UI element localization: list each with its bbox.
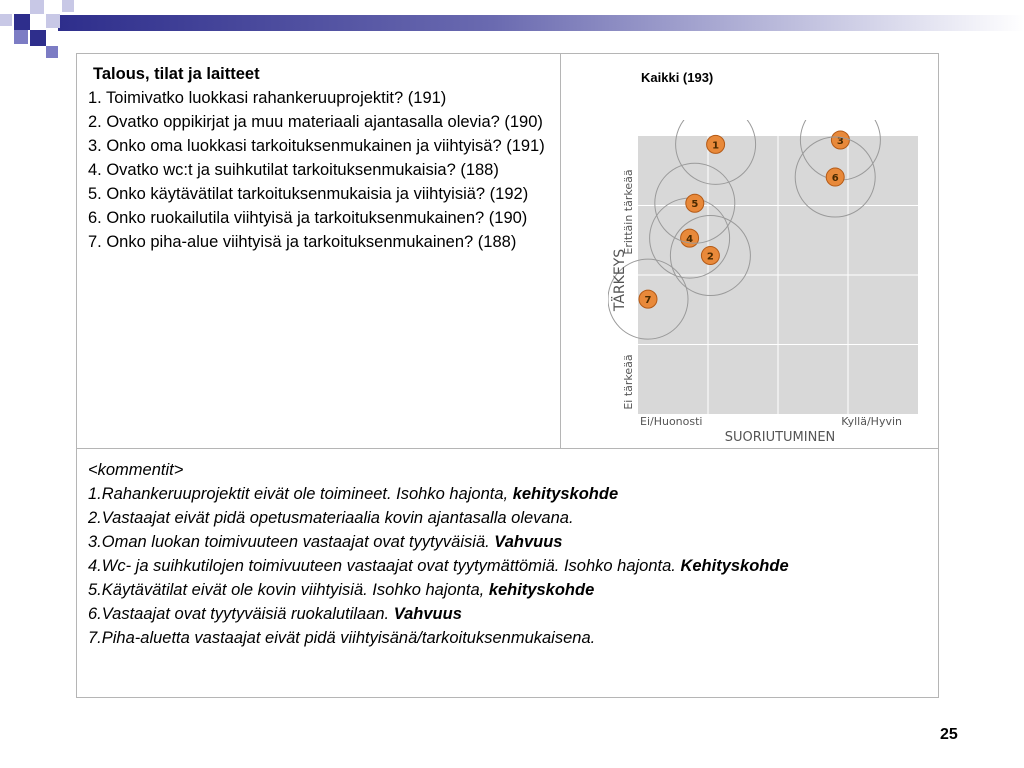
y-tick-label-high: Erittäin tärkeää — [622, 169, 635, 255]
question-item: 1. Toimivatko luokkasi rahankeruuprojektit? (191) — [88, 89, 447, 107]
header-banner — [58, 15, 1024, 31]
data-point-label: 5 — [691, 199, 699, 211]
comment-text: 6.Vastaajat ovat tyytyväisiä ruokalutilaan. — [88, 605, 394, 623]
comments-header: <kommentit> — [88, 461, 184, 479]
chart-title: Kaikki (193) — [641, 70, 714, 85]
comment-line — [88, 602, 928, 626]
y-axis-label: TÄRKEYS — [612, 248, 628, 312]
question-item: 7. Onko piha-alue viihtyisä ja tarkoituksenmukainen? (188) — [88, 233, 517, 251]
comments-block — [88, 458, 928, 650]
deco-square — [46, 46, 58, 58]
deco-square — [14, 30, 28, 44]
deco-square — [30, 30, 46, 46]
comment-line — [88, 530, 928, 554]
comment-text: 2.Vastaajat eivät pidä opetusmateriaalia kovin ajantasalla olevana. — [88, 509, 574, 527]
data-point-label: 4 — [686, 234, 694, 246]
comment-line — [88, 578, 928, 602]
comment-emphasis: Kehityskohde — [680, 557, 789, 575]
data-point-label: 6 — [831, 173, 839, 185]
comment-text: 3.Oman luokan toimivuuteen vastaajat ovat tyytyväisiä. — [88, 533, 495, 551]
deco-square — [0, 14, 12, 26]
comment-emphasis: Vahvuus — [393, 605, 462, 623]
question-item: 4. Ovatko wc:t ja suihkutilat tarkoituksenmukaisia? (188) — [88, 161, 499, 179]
question-item: 6. Onko ruokailutila viihtyisä ja tarkoituksenmukainen? (190) — [88, 209, 528, 227]
deco-square — [14, 14, 30, 30]
question-item: 3. Onko oma luokkasi tarkoituksenmukainen ja viihtyisä? (191) — [88, 137, 545, 155]
deco-square — [30, 0, 44, 14]
data-point-label: 2 — [706, 251, 714, 263]
comment-line — [88, 554, 928, 578]
comment-emphasis: Vahvuus — [494, 533, 563, 551]
x-axis-label: SUORIUTUMINEN — [724, 430, 836, 445]
y-tick-label-low: Ei tärkeää — [622, 354, 635, 410]
questions-block — [88, 62, 548, 254]
question-item: 5. Onko käytävätilat tarkoituksenmukaisia ja viihtyisiä? (192) — [88, 185, 529, 203]
x-tick-label-low: Ei/Huonosti — [640, 415, 703, 428]
data-point-label: 7 — [644, 295, 652, 307]
comment-line — [88, 506, 928, 530]
data-point-label: 3 — [836, 136, 844, 147]
question-item: 2. Ovatko oppikirjat ja muu materiaali ajantasalla olevia? (190) — [88, 113, 543, 131]
comment-text: 1.Rahankeruuprojektit eivät ole toimineet. Isohko hajonta, — [88, 485, 513, 503]
comment-emphasis: kehityskohde — [512, 485, 619, 503]
data-point-label: 1 — [712, 140, 720, 152]
comment-text: 7.Piha-aluetta vastaajat eivät pidä viihtyisänä/tarkoituksenmukaisena. — [88, 629, 596, 647]
comment-text: 4.Wc- ja suihkutilojen toimivuuteen vastaajat ovat tyytymättömiä. Isohko hajonta. — [88, 557, 681, 575]
deco-square — [62, 0, 74, 12]
page-number: 25 — [940, 726, 958, 743]
comment-emphasis: kehityskohde — [488, 581, 595, 599]
questions-title: Talous, tilat ja laitteet — [93, 65, 260, 83]
comment-text: 5.Käytävätilat eivät ole kovin viihtyisiä. Isohko hajonta, — [88, 581, 489, 599]
comment-line — [88, 482, 928, 506]
comment-line — [88, 626, 928, 650]
importance-performance-chart — [608, 120, 918, 450]
deco-square — [46, 14, 60, 28]
slide-decoration — [0, 0, 1024, 60]
x-tick-label-high: Kyllä/Hyvin — [841, 415, 902, 428]
